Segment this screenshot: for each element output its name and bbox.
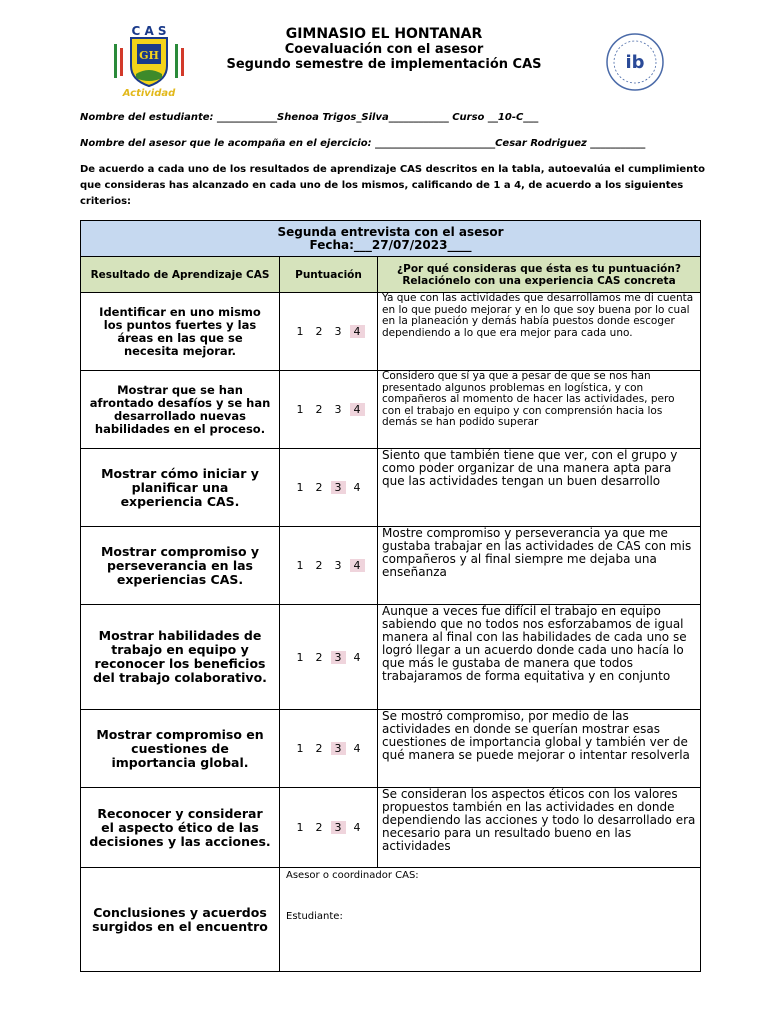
course-value: __10-C___: [484, 112, 539, 123]
table-date: Fecha:___27/07/2023____: [309, 237, 472, 252]
score-option: 1: [296, 325, 304, 338]
conclusions-row: [81, 868, 701, 972]
table-row: [81, 293, 701, 371]
score-option: 4: [350, 325, 365, 338]
conclusions-cell: [280, 868, 701, 972]
score-option: 1: [296, 821, 304, 834]
svg-text:ib: ib: [625, 52, 645, 73]
col-header-outcome: Resultado de Aprendizaje CAS: [81, 257, 280, 293]
score-option: 3: [331, 742, 346, 755]
score-option: 4: [350, 559, 365, 572]
reason-cell: Se mostró compromiso, por medio de las actividades en donde se querían mostrar esas cuestiones de importancia global y también ver de qué manera se puede mejorar o intentar resolverla: [378, 710, 701, 788]
table-row: [81, 371, 701, 449]
evaluation-table: [80, 220, 701, 972]
score-option: 2: [315, 650, 323, 664]
score-cell: [280, 527, 378, 605]
advisor-value: ________________________Cesar Rodriguez ___________: [375, 138, 646, 149]
table-body: [81, 293, 701, 868]
score-cell: [280, 788, 378, 868]
outcome-cell: Mostrar compromiso en cuestiones de importancia global.: [81, 710, 280, 788]
document-semester: Segundo semestre de implementación CAS: [226, 57, 542, 72]
score-cell: [280, 710, 378, 788]
score-option: 2: [315, 403, 323, 416]
reason-cell: Mostre compromiso y perseverancia ya que me gustaba trabajar en las actividades de CAS con mis compañeros y al final siempre me dejaba una enseñanza: [378, 527, 701, 605]
score-cell: [280, 449, 378, 527]
advisor-label: Nombre del asesor que le acompaña en el ejercicio:: [80, 138, 376, 149]
score-option: 2: [315, 559, 323, 572]
outcome-cell: Mostrar habilidades de trabajo en equipo y reconocer los beneficios del trabajo colaborativo.: [81, 605, 280, 710]
outcome-cell: Identificar en uno mismo los puntos fuertes y las áreas en las que se necesita mejorar.: [81, 293, 280, 371]
score-cell: [280, 293, 378, 371]
document-header: [0, 26, 768, 72]
cas-logo-tagline: Actividad: [122, 88, 176, 99]
school-name: GIMNASIO EL HONTANAR: [285, 26, 483, 42]
student-sign-line: Estudiante:: [286, 911, 343, 922]
score-option: 4: [353, 821, 361, 834]
score-option: 2: [315, 325, 323, 338]
score-option: 4: [353, 481, 361, 494]
score-option: 3: [334, 325, 342, 338]
table-title-cell: [81, 221, 701, 257]
instructions-paragraph: De acuerdo a cada uno de los resultados de aprendizaje CAS descritos en la tabla, autoevalúa el cumplimiento que consideras has alcanzado en cada uno de los mismos, calificando de 1 a 4, de acuerdo a los siguientes criterios:: [80, 164, 705, 207]
score-option: 3: [334, 559, 342, 572]
reason-cell: Ya que con las actividades que desarrollamos me di cuenta en lo que puedo mejorar y en lo que soy buena por lo cual en la planeación y demás había puestos donde escoger dependiendo a lo que era mejor para cada uno.: [378, 293, 701, 371]
student-label: Nombre del estudiante:: [80, 112, 217, 123]
score-option: 4: [350, 403, 365, 416]
score-option: 1: [296, 559, 304, 572]
table-row: [81, 605, 701, 710]
outcome-cell: Mostrar cómo iniciar y planificar una experiencia CAS.: [81, 449, 280, 527]
reason-cell: Aunque a veces fue difícil el trabajo en equipo sabiendo que no todos nos esforzabamos de igual manera al final con las habilidades de cada uno se logró llegar a un acuerdo donde cada uno hacía lo que más le gustaba de manera que todos trabajaramos de forma equitativa y en conjunto: [378, 605, 701, 710]
score-option: 4: [353, 650, 361, 664]
score-option: 1: [296, 742, 304, 755]
score-option: 2: [315, 821, 323, 834]
score-option: 3: [331, 651, 346, 664]
score-option: 1: [296, 481, 304, 494]
score-option: 2: [315, 742, 323, 755]
table-row: [81, 527, 701, 605]
col-header-score: Puntuación: [280, 257, 378, 293]
document-subtitle: Coevaluación con el asesor: [284, 42, 484, 57]
advisor-field: [80, 138, 645, 149]
score-cell: [280, 605, 378, 710]
course-label: Curso: [452, 112, 485, 123]
conclusions-label: Conclusiones y acuerdos surgidos en el encuentro: [81, 868, 280, 972]
score-option: 2: [315, 481, 323, 494]
score-cell: [280, 371, 378, 449]
table-row: [81, 449, 701, 527]
outcome-cell: Mostrar que se han afrontado desafíos y se han desarrollado nuevas habilidades en el proceso.: [81, 371, 280, 449]
student-value: ____________Shenoa Trigos_Silva____________: [217, 112, 453, 123]
reason-cell: Considero que sí ya que a pesar de que se nos han presentado algunos problemas en logística, y con compañeros al momento de hacer las actividades, pero con el trabajo en equipo y con comprensión hacia los demás se han podido superar: [378, 371, 701, 449]
advisor-sign-line: Asesor o coordinador CAS:: [286, 870, 419, 881]
reason-cell: Se consideran los aspectos éticos con los valores propuestos también en las actividades en donde dependiendo las acciones y todo lo desarrollado era necesario para un resultado bueno en las actividades: [378, 788, 701, 868]
student-field: [80, 112, 538, 123]
reason-cell: Siento que también tiene que ver, con el grupo y como poder organizar de una manera apta para que las actividades tengan un buen desarrollo: [378, 449, 701, 527]
outcome-cell: Reconocer y considerar el aspecto ético de las decisiones y las acciones.: [81, 788, 280, 868]
score-option: 1: [296, 650, 304, 664]
score-option: 3: [334, 403, 342, 416]
table-row: [81, 710, 701, 788]
score-option: 3: [331, 481, 346, 494]
col-header-reason: ¿Por qué consideras que ésta es tu puntuación? Relaciónelo con una experiencia CAS concreta: [378, 257, 701, 293]
cas-logo-letters: C A S: [131, 24, 167, 38]
table-title: Segunda entrevista con el asesor: [277, 224, 504, 239]
score-option: 4: [353, 742, 361, 755]
cas-logo-monogram: GH: [139, 49, 159, 62]
outcome-cell: Mostrar compromiso y perseverancia en las experiencias CAS.: [81, 527, 280, 605]
score-option: 3: [331, 821, 346, 834]
table-row: [81, 788, 701, 868]
score-option: 1: [296, 403, 304, 416]
